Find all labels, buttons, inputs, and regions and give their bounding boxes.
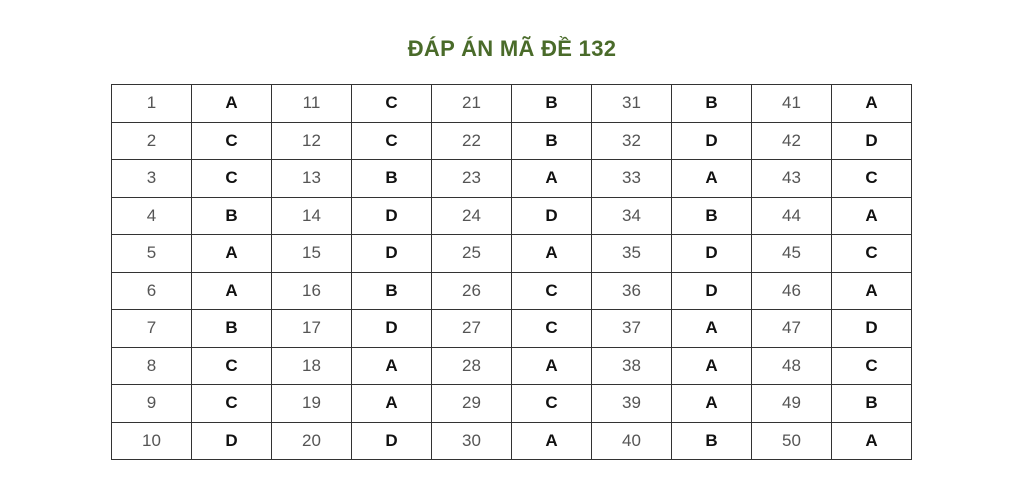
question-number-cell: 18 <box>272 347 352 385</box>
question-number-cell: 19 <box>272 385 352 423</box>
answer-cell: B <box>192 310 272 348</box>
answer-cell: B <box>192 197 272 235</box>
answer-cell: C <box>512 385 592 423</box>
answer-cell: A <box>192 272 272 310</box>
page-title: ĐÁP ÁN MÃ ĐỀ 132 <box>407 36 617 61</box>
question-number-cell: 10 <box>112 422 192 460</box>
answer-cell: D <box>672 272 752 310</box>
question-number-cell: 5 <box>112 235 192 273</box>
question-number-cell: 34 <box>592 197 672 235</box>
question-number-cell: 25 <box>432 235 512 273</box>
question-number-cell: 36 <box>592 272 672 310</box>
answer-cell: C <box>192 160 272 198</box>
answer-cell: B <box>672 197 752 235</box>
answer-cell: A <box>832 422 912 460</box>
answer-cell: B <box>512 85 592 123</box>
question-number-cell: 35 <box>592 235 672 273</box>
answer-cell: D <box>352 422 432 460</box>
answer-cell: A <box>672 160 752 198</box>
table-row <box>112 422 912 460</box>
question-number-cell: 38 <box>592 347 672 385</box>
answer-cell: C <box>192 347 272 385</box>
answer-cell: A <box>192 85 272 123</box>
question-number-cell: 13 <box>272 160 352 198</box>
question-number-cell: 14 <box>272 197 352 235</box>
question-number-cell: 16 <box>272 272 352 310</box>
answer-cell: A <box>832 272 912 310</box>
table-row <box>112 160 912 198</box>
answer-cell: C <box>832 235 912 273</box>
answer-cell: B <box>672 85 752 123</box>
question-number-cell: 6 <box>112 272 192 310</box>
answer-cell: D <box>672 122 752 160</box>
answer-key-body <box>112 85 912 460</box>
answer-cell: C <box>512 272 592 310</box>
question-number-cell: 26 <box>432 272 512 310</box>
question-number-cell: 9 <box>112 385 192 423</box>
answer-cell: A <box>832 197 912 235</box>
question-number-cell: 39 <box>592 385 672 423</box>
answer-cell: A <box>672 310 752 348</box>
question-number-cell: 29 <box>432 385 512 423</box>
answer-cell: A <box>512 422 592 460</box>
question-number-cell: 3 <box>112 160 192 198</box>
answer-cell: C <box>832 347 912 385</box>
question-number-cell: 28 <box>432 347 512 385</box>
answer-cell: C <box>352 122 432 160</box>
question-number-cell: 37 <box>592 310 672 348</box>
answer-cell: A <box>832 85 912 123</box>
question-number-cell: 42 <box>752 122 832 160</box>
question-number-cell: 44 <box>752 197 832 235</box>
question-number-cell: 50 <box>752 422 832 460</box>
answer-cell: B <box>512 122 592 160</box>
table-row <box>112 85 912 123</box>
table-row <box>112 310 912 348</box>
answer-cell: A <box>512 160 592 198</box>
answer-cell: C <box>192 385 272 423</box>
question-number-cell: 47 <box>752 310 832 348</box>
answer-cell: B <box>352 160 432 198</box>
answer-cell: D <box>832 122 912 160</box>
answer-cell: D <box>832 310 912 348</box>
question-number-cell: 7 <box>112 310 192 348</box>
answer-key-table <box>111 84 912 460</box>
answer-cell: C <box>352 85 432 123</box>
answer-cell: C <box>512 310 592 348</box>
question-number-cell: 22 <box>432 122 512 160</box>
question-number-cell: 2 <box>112 122 192 160</box>
question-number-cell: 43 <box>752 160 832 198</box>
table-row <box>112 272 912 310</box>
answer-cell: D <box>352 235 432 273</box>
answer-cell: D <box>672 235 752 273</box>
answer-cell: A <box>512 347 592 385</box>
answer-cell: D <box>352 197 432 235</box>
question-number-cell: 49 <box>752 385 832 423</box>
question-number-cell: 4 <box>112 197 192 235</box>
question-number-cell: 33 <box>592 160 672 198</box>
question-number-cell: 40 <box>592 422 672 460</box>
question-number-cell: 23 <box>432 160 512 198</box>
answer-cell: A <box>672 347 752 385</box>
answer-cell: D <box>352 310 432 348</box>
question-number-cell: 20 <box>272 422 352 460</box>
answer-cell: D <box>192 422 272 460</box>
answer-cell: A <box>672 385 752 423</box>
question-number-cell: 12 <box>272 122 352 160</box>
answer-cell: B <box>832 385 912 423</box>
table-row <box>112 347 912 385</box>
question-number-cell: 30 <box>432 422 512 460</box>
table-row <box>112 235 912 273</box>
table-row <box>112 122 912 160</box>
answer-cell: A <box>352 385 432 423</box>
question-number-cell: 15 <box>272 235 352 273</box>
answer-cell: C <box>832 160 912 198</box>
question-number-cell: 8 <box>112 347 192 385</box>
answer-cell: B <box>352 272 432 310</box>
question-number-cell: 24 <box>432 197 512 235</box>
table-row <box>112 385 912 423</box>
question-number-cell: 46 <box>752 272 832 310</box>
table-row <box>112 197 912 235</box>
question-number-cell: 17 <box>272 310 352 348</box>
question-number-cell: 11 <box>272 85 352 123</box>
question-number-cell: 48 <box>752 347 832 385</box>
question-number-cell: 1 <box>112 85 192 123</box>
answer-cell: D <box>512 197 592 235</box>
answer-cell: A <box>192 235 272 273</box>
question-number-cell: 31 <box>592 85 672 123</box>
question-number-cell: 32 <box>592 122 672 160</box>
question-number-cell: 27 <box>432 310 512 348</box>
question-number-cell: 21 <box>432 85 512 123</box>
answer-cell: A <box>512 235 592 273</box>
answer-cell: C <box>192 122 272 160</box>
question-number-cell: 41 <box>752 85 832 123</box>
question-number-cell: 45 <box>752 235 832 273</box>
answer-cell: B <box>672 422 752 460</box>
answer-cell: A <box>352 347 432 385</box>
